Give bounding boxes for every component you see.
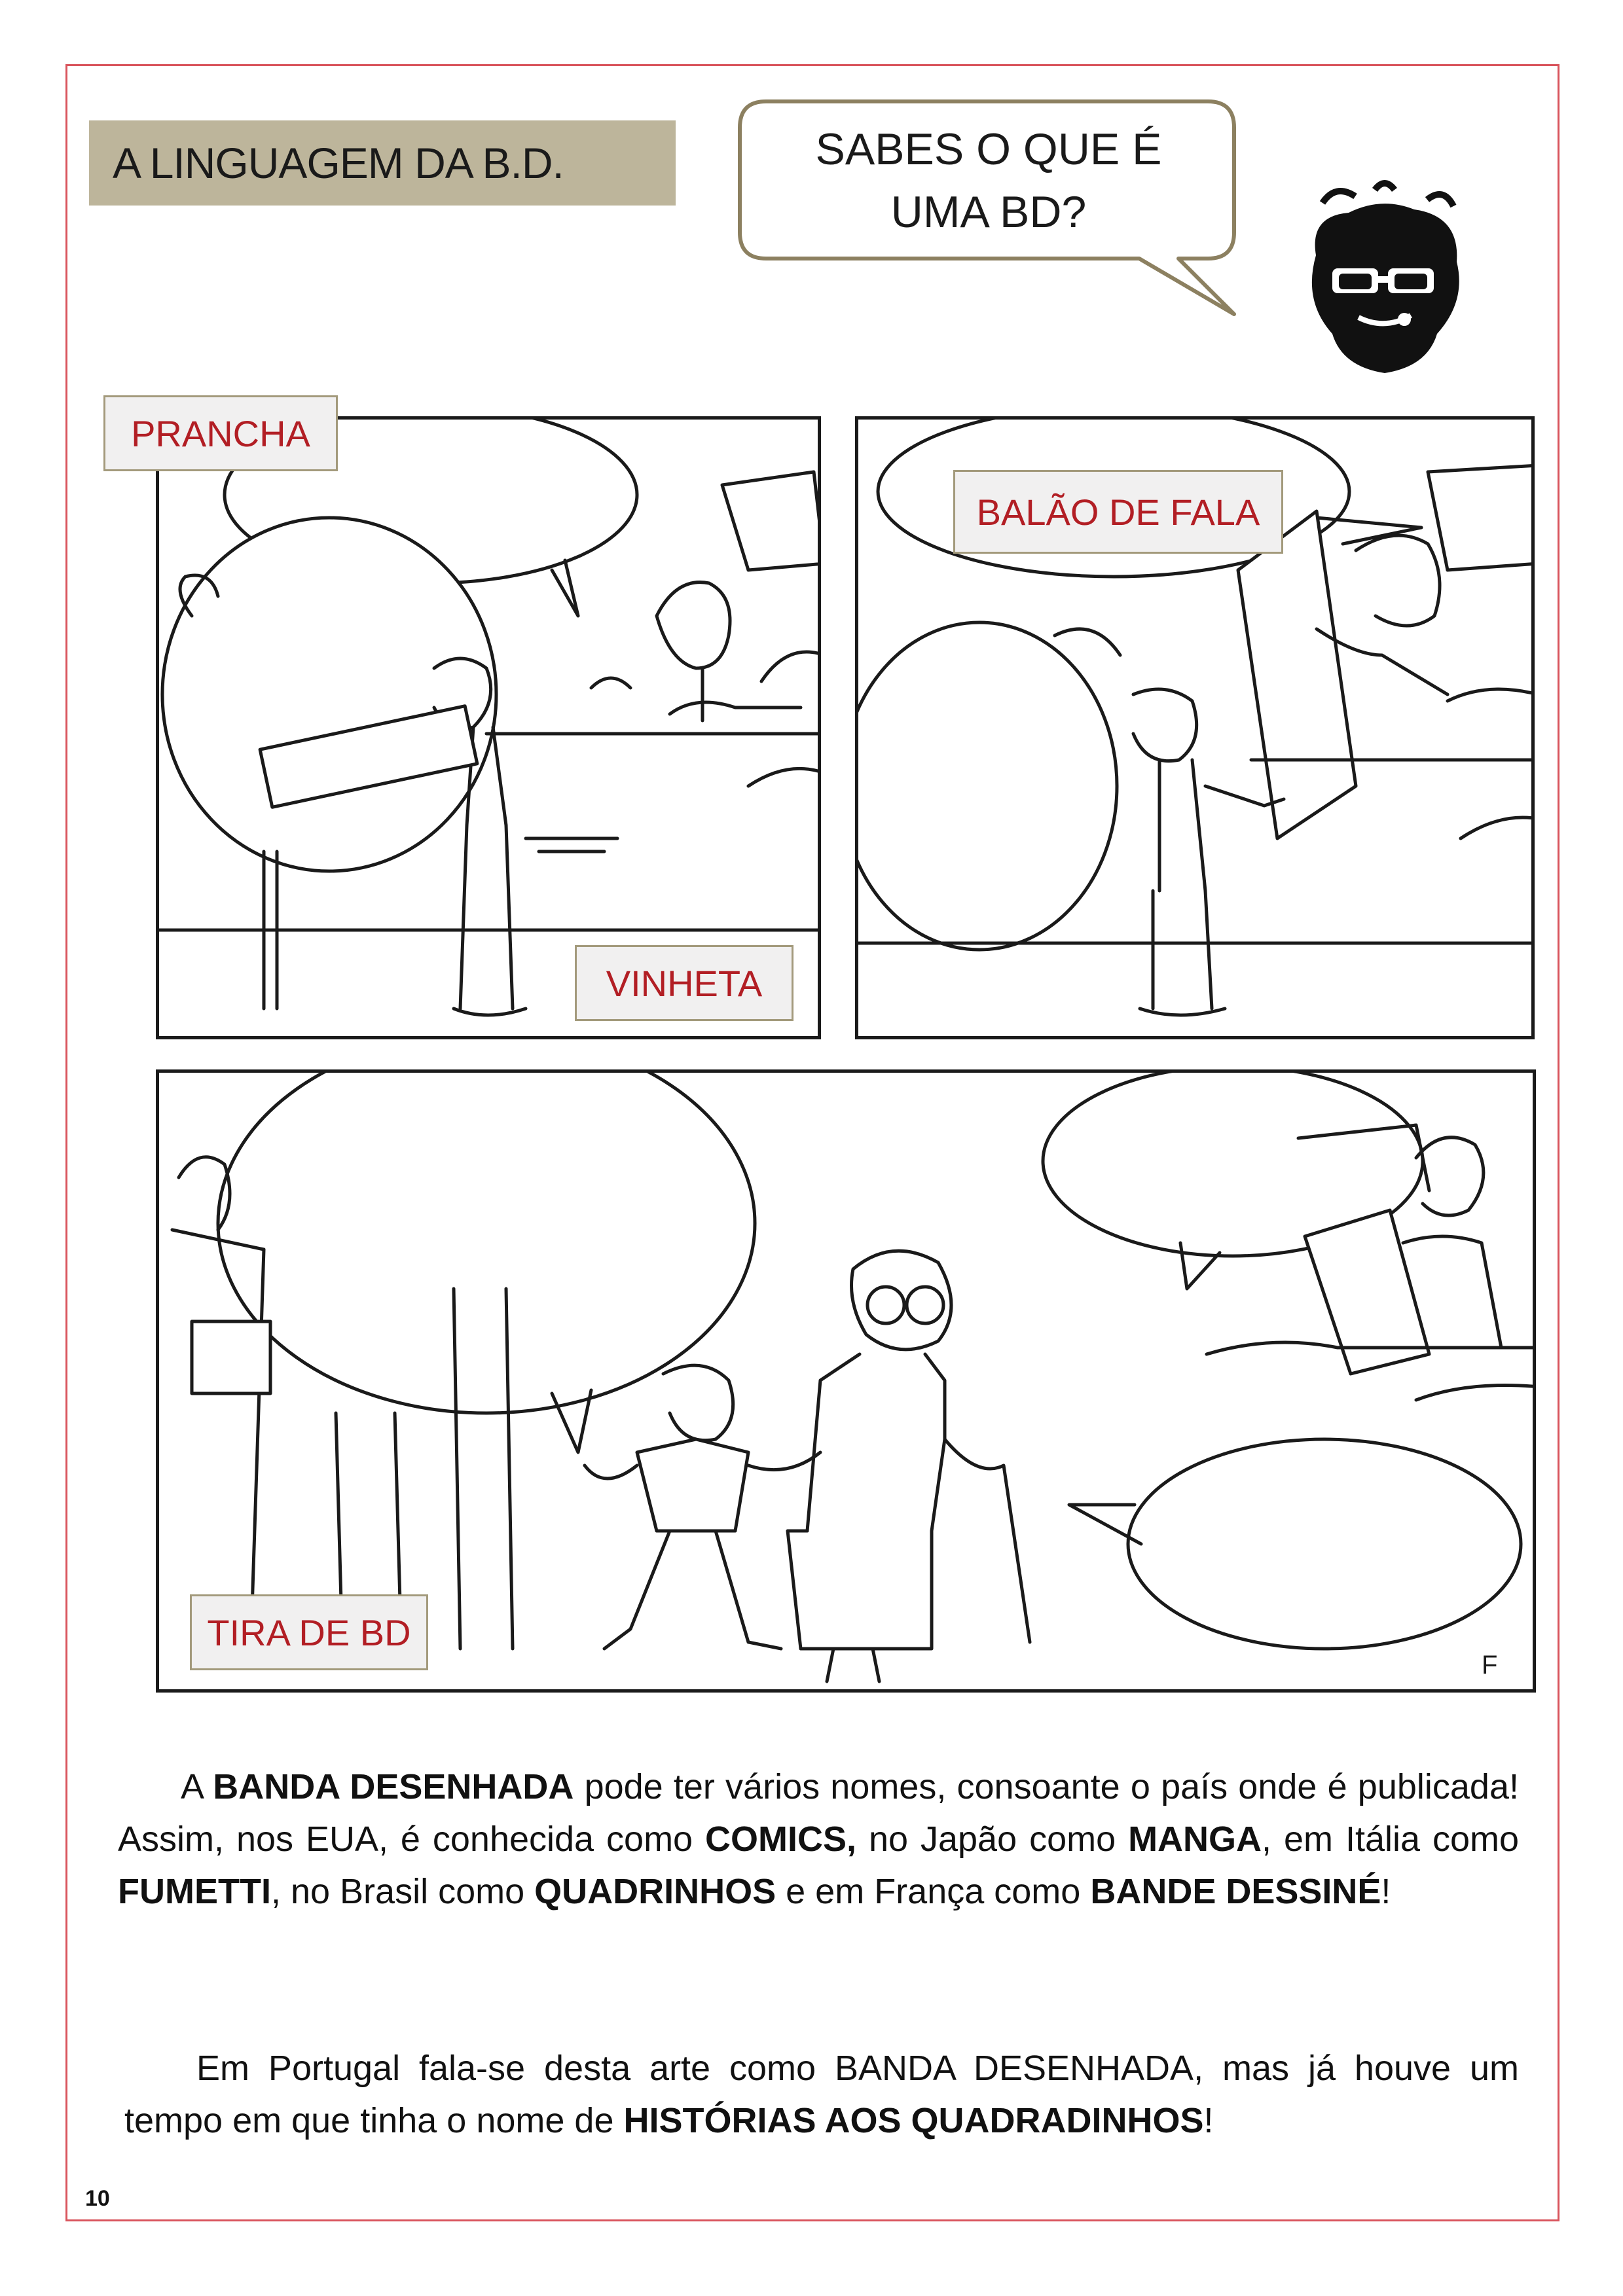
panel-3-signature: F (1482, 1651, 1498, 1679)
page-title-text: A LINGUAGEM DA B.D. (113, 139, 564, 187)
page-number: 10 (85, 2186, 110, 2211)
body-paragraph-2: Em Portugal fala-se desta arte como BANDA DESENHADA, mas já houve um tempo em que tinha o nome de HISTÓRIAS AOS QUADRADINHOS! (124, 2049, 1519, 2140)
term-fumetti: FUMETTI (118, 1872, 271, 1911)
mascot-face-icon (1296, 177, 1473, 380)
label-tira-de-bd-text: TIRA DE BD (207, 1611, 411, 1653)
label-vinheta (575, 945, 793, 1021)
label-prancha (103, 395, 338, 471)
term-banda-desenhada: BANDA DESENHADA (213, 1767, 574, 1806)
label-vinheta-text: VINHETA (606, 962, 763, 1004)
label-balao-de-fala-text: BALÃO DE FALA (976, 491, 1260, 533)
body-paragraph-1: A BANDA DESENHADA pode ter vários nomes, consoante o país onde é publicada! Assim, nos EUA, é conhecida como COMICS, no Japão como MANGA, em Itália como FUMETTI, no Brasil como QUADRINHOS e em França como BANDE DESSINÉ! (118, 1767, 1520, 1911)
question-line-2: UMA BD? (890, 187, 1087, 237)
term-historias-aos-quadradinhos: HISTÓRIAS AOS QUADRADINHOS (623, 2101, 1204, 2140)
label-tira-de-bd (190, 1594, 428, 1670)
term-quadrinhos: QUADRINHOS (534, 1872, 776, 1911)
label-prancha-text: PRANCHA (131, 412, 310, 454)
term-comics: COMICS, (705, 1820, 857, 1859)
question-line-1: SABES O QUE É (815, 124, 1162, 174)
label-balao-de-fala (953, 470, 1283, 554)
term-bande-dessine: BANDE DESSINÉ (1090, 1872, 1381, 1911)
term-manga: MANGA (1128, 1820, 1262, 1859)
question-text (740, 118, 1237, 243)
